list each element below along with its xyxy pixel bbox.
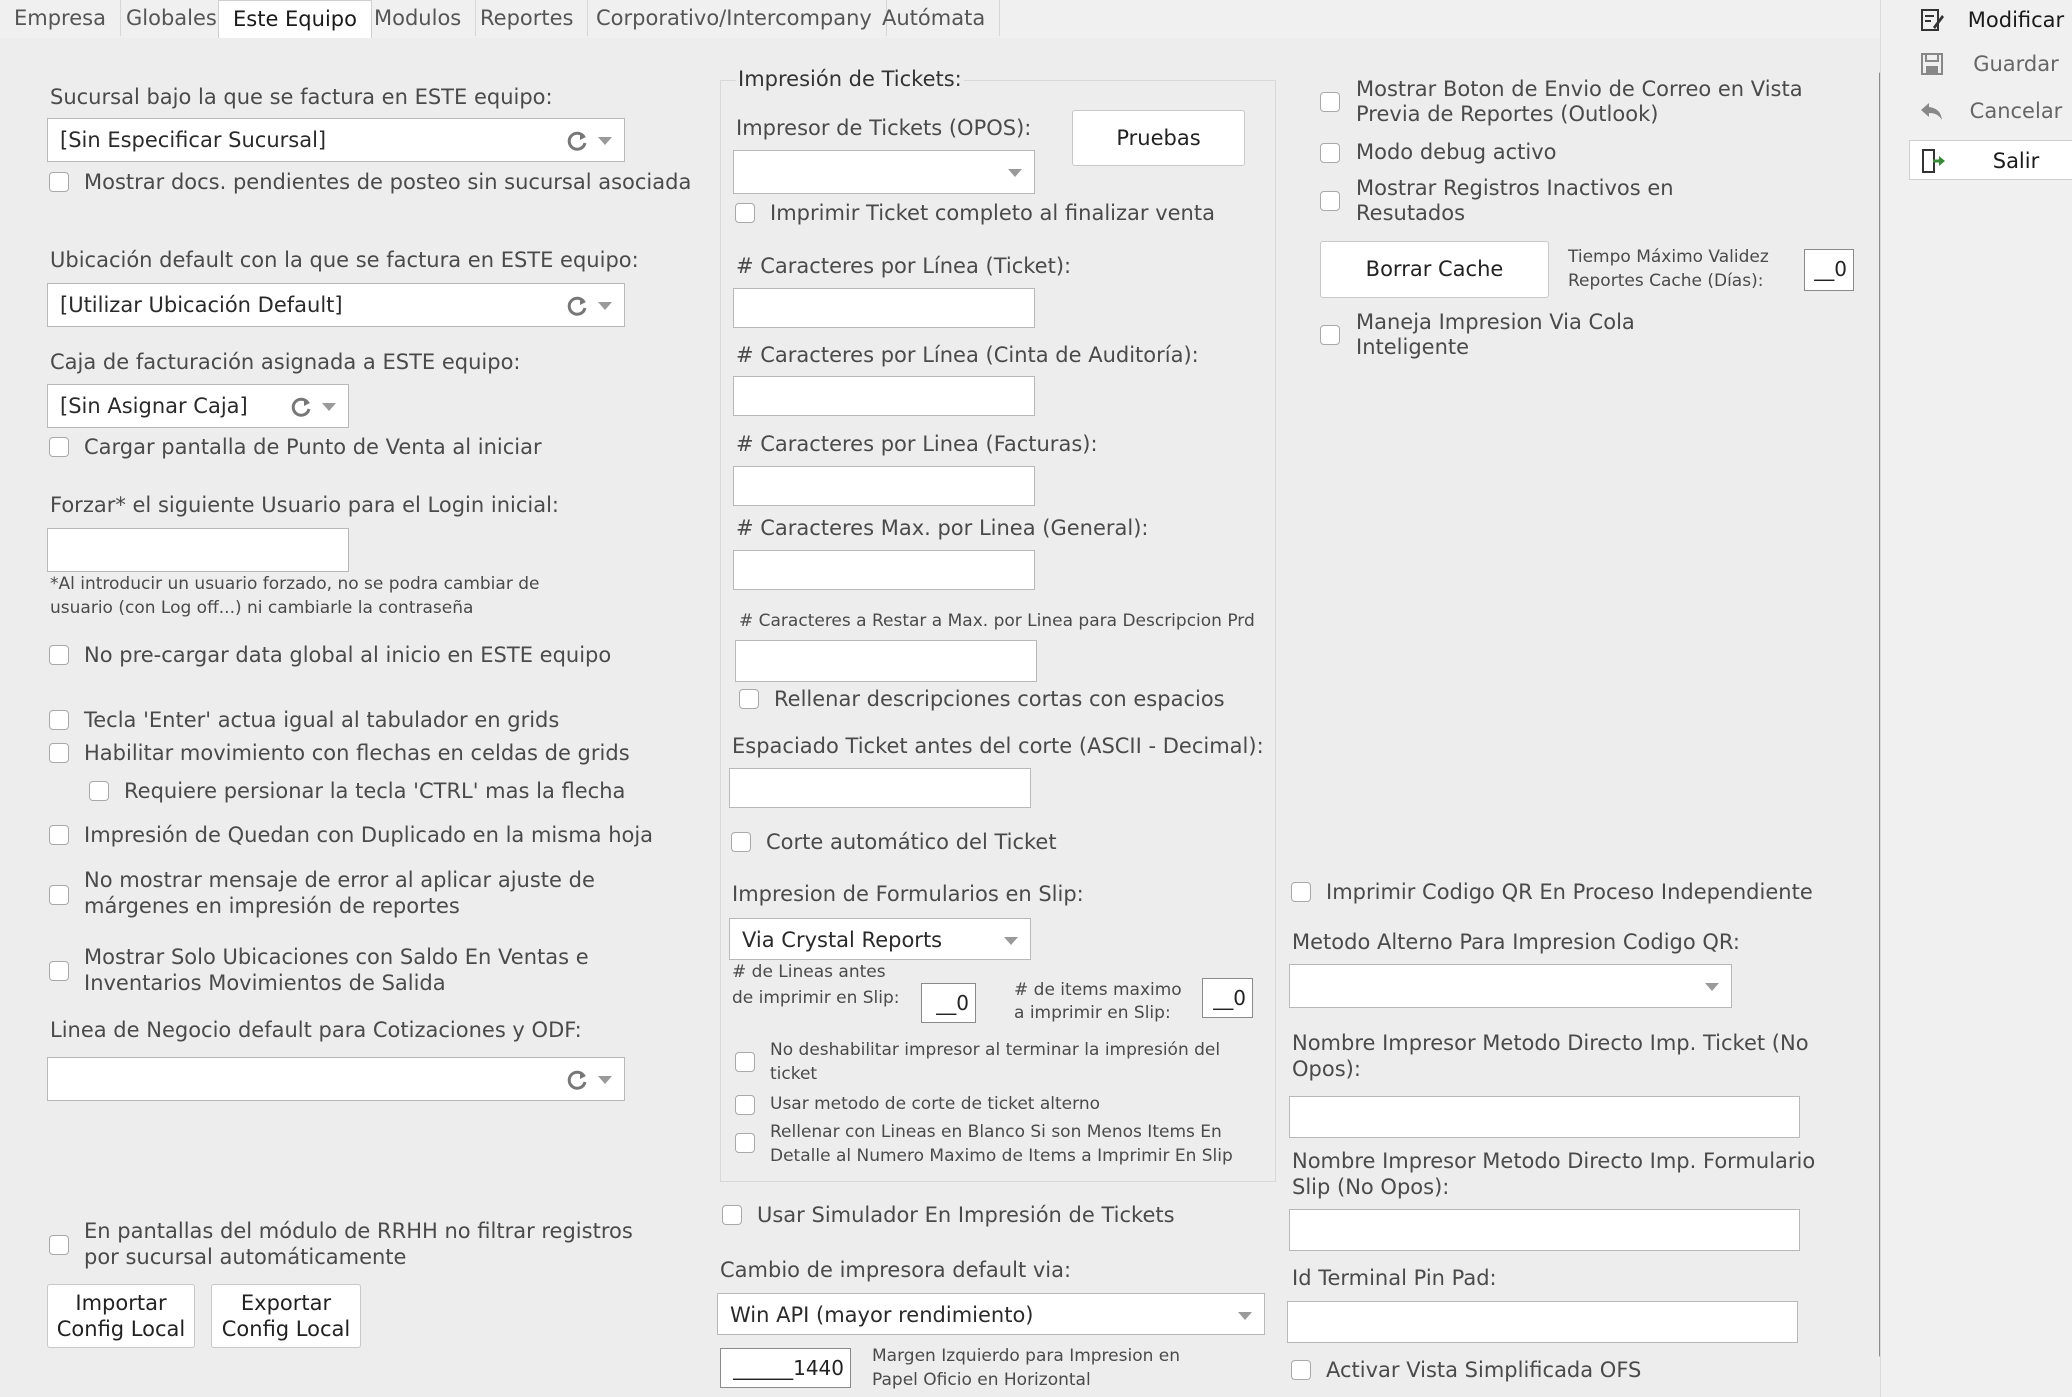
tecla-enter-label: Tecla 'Enter' actua igual al tabulador en grids xyxy=(84,708,560,732)
usar-simulador-checkbox[interactable] xyxy=(722,1205,742,1225)
forzar-usuario-input[interactable] xyxy=(47,528,349,572)
slip-select[interactable] xyxy=(729,918,1031,960)
cancelar-label: Cancelar xyxy=(1969,99,2063,123)
linea-negocio-select[interactable] xyxy=(47,1057,625,1101)
mostrar-boton-correo-checkbox[interactable] xyxy=(1320,92,1340,112)
tiempo-cache-input[interactable]: __0 xyxy=(1804,249,1854,291)
car-ticket-input[interactable] xyxy=(733,288,1035,328)
modificar-label: Modificar xyxy=(1967,8,2065,32)
rrhh-label-2: por sucursal automáticamente xyxy=(84,1245,407,1269)
exit-icon xyxy=(1920,148,1946,174)
salir-label: Salir xyxy=(1992,149,2040,173)
mostrar-inactivos-checkbox[interactable] xyxy=(1320,191,1340,211)
espaciado-label: Espaciado Ticket antes del corte (ASCII - Decimal): xyxy=(732,734,1264,758)
slip-label: Impresion de Formularios en Slip: xyxy=(732,882,1084,906)
borrar-cache-button[interactable] xyxy=(1320,241,1549,298)
guardar-button[interactable] xyxy=(1909,44,2072,84)
refresh-icon[interactable] xyxy=(564,293,590,319)
habilitar-flechas-label: Habilitar movimiento con flechas en celdas de grids xyxy=(84,741,630,765)
mostrar-ubicaciones-checkbox[interactable] xyxy=(49,961,69,981)
activar-ofs-checkbox[interactable] xyxy=(1291,1360,1311,1380)
tiempo-label-2: Reportes Cache (Días): xyxy=(1568,271,1764,291)
chevron-down-icon[interactable] xyxy=(1008,169,1022,177)
tab-label: Globales xyxy=(126,6,217,30)
corte-auto-label: Corte automático del Ticket xyxy=(766,830,1057,854)
tab-corporativo[interactable] xyxy=(582,0,887,36)
qr-independiente-label: Imprimir Codigo QR En Proceso Independiente xyxy=(1326,880,1813,904)
nombre-ticket-label-1: Nombre Impresor Metodo Directo Imp. Ticket (No xyxy=(1292,1031,1809,1055)
slip-value: Via Crystal Reports xyxy=(742,928,943,952)
chevron-down-icon[interactable] xyxy=(598,1076,612,1084)
items-max-input[interactable]: __0 xyxy=(1202,978,1253,1018)
mostrar-inactivos-label-2: Resutados xyxy=(1356,201,1466,225)
rrhh-label-1: En pantallas del módulo de RRHH no filtrar registros xyxy=(84,1219,633,1243)
modo-debug-checkbox[interactable] xyxy=(1320,143,1340,163)
no-deshabilitar-label-2: ticket xyxy=(770,1064,818,1084)
mostrar-boton-label-1: Mostrar Boton de Envio de Correo en Vista xyxy=(1356,77,1803,101)
sucursal-value: [Sin Especificar Sucursal] xyxy=(60,128,327,152)
nombre-ticket-label-2: Opos): xyxy=(1292,1057,1361,1081)
usar-corte-checkbox[interactable] xyxy=(735,1095,755,1115)
ubicacion-select[interactable] xyxy=(47,283,625,327)
qr-independiente-checkbox[interactable] xyxy=(1291,882,1311,902)
rellenar-lineas-checkbox[interactable] xyxy=(735,1133,755,1153)
mostrar-docs-checkbox[interactable] xyxy=(49,172,69,192)
requiere-ctrl-checkbox[interactable] xyxy=(89,781,109,801)
corte-auto-checkbox[interactable] xyxy=(731,832,751,852)
rellenar-desc-checkbox[interactable] xyxy=(739,689,759,709)
action-toolbar xyxy=(1880,0,2072,1397)
items-max-label-2: a imprimir en Slip: xyxy=(1014,1003,1171,1023)
exportar-config-button[interactable] xyxy=(211,1284,361,1348)
tab-label: Reportes xyxy=(480,6,574,30)
espaciado-input[interactable] xyxy=(729,768,1031,808)
refresh-icon[interactable] xyxy=(288,394,314,420)
rellenar-lineas-label-2: Detalle al Numero Maximo de Items a Imprimir En Slip xyxy=(770,1146,1233,1166)
importar-config-button[interactable] xyxy=(47,1284,195,1348)
maneja-cola-label-2: Inteligente xyxy=(1356,335,1470,359)
refresh-icon[interactable] xyxy=(564,128,590,154)
maneja-cola-checkbox[interactable] xyxy=(1320,325,1340,345)
usar-simulador-label: Usar Simulador En Impresión de Tickets xyxy=(757,1203,1175,1227)
forzar-note-2: usuario (con Log off...) ni cambiarle la contraseña xyxy=(50,598,474,618)
car-facturas-label: # Caracteres por Linea (Facturas): xyxy=(736,432,1098,456)
margen-label-1: Margen Izquierdo para Impresion en xyxy=(872,1346,1181,1366)
forzar-note-1: *Al introducir un usuario forzado, no se podra cambiar de xyxy=(50,574,540,594)
importar-label-1: Importar xyxy=(75,1291,167,1315)
tab-reportes[interactable] xyxy=(466,0,588,36)
chevron-down-icon[interactable] xyxy=(322,403,336,411)
tab-empresa[interactable] xyxy=(0,0,121,36)
tab-label: Este Equipo xyxy=(233,7,357,31)
importar-label-2: Config Local xyxy=(56,1317,186,1341)
nombre-ticket-input[interactable] xyxy=(1289,1096,1800,1138)
nombre-slip-label-1: Nombre Impresor Metodo Directo Imp. Formulario xyxy=(1292,1149,1816,1173)
exportar-label-2: Config Local xyxy=(221,1317,351,1341)
chevron-down-icon[interactable] xyxy=(1705,983,1719,991)
tab-label: Modulos xyxy=(374,6,462,30)
mostrar-ubicaciones-label-2: Inventarios Movimientos de Salida xyxy=(84,971,446,995)
car-restar-label: # Caracteres a Restar a Max. por Linea para Descripcion Prd xyxy=(739,611,1255,631)
impresion-quedan-checkbox[interactable] xyxy=(49,825,69,845)
tab-este-equipo[interactable] xyxy=(218,0,372,39)
imprimir-completo-checkbox[interactable] xyxy=(735,203,755,223)
cambio-impresora-select[interactable] xyxy=(717,1293,1265,1335)
group-title: Impresión de Tickets: xyxy=(738,67,962,91)
sucursal-select[interactable] xyxy=(47,118,625,162)
tab-modulos[interactable] xyxy=(360,0,476,36)
car-restar-input[interactable] xyxy=(735,640,1037,682)
tab-globales[interactable] xyxy=(112,0,232,36)
cargar-pv-label: Cargar pantalla de Punto de Venta al iniciar xyxy=(84,435,542,459)
car-cinta-input[interactable] xyxy=(733,376,1035,416)
caja-select[interactable] xyxy=(47,384,349,428)
no-mostrar-error-label-2: márgenes en impresión de reportes xyxy=(84,894,460,918)
save-icon xyxy=(1919,51,1945,77)
tab-bar xyxy=(0,0,1880,38)
metodo-qr-select[interactable] xyxy=(1289,964,1732,1008)
impresion-tickets-group xyxy=(720,80,1276,1182)
car-ticket-label: # Caracteres por Línea (Ticket): xyxy=(736,254,1072,278)
chevron-down-icon[interactable] xyxy=(1004,937,1018,945)
car-max-label: # Caracteres Max. por Linea (General): xyxy=(736,516,1149,540)
pruebas-button[interactable] xyxy=(1072,110,1245,166)
margen-label-2: Papel Oficio en Horizontal xyxy=(872,1370,1091,1390)
activar-ofs-label: Activar Vista Simplificada OFS xyxy=(1326,1358,1642,1382)
chevron-down-icon[interactable] xyxy=(1238,1312,1252,1320)
no-deshabilitar-label-1: No deshabilitar impresor al terminar la impresión del xyxy=(770,1040,1221,1060)
linea-negocio-label: Linea de Negocio default para Cotizaciones y ODF: xyxy=(50,1018,582,1042)
impresor-tickets-select[interactable] xyxy=(733,150,1035,194)
cancelar-button[interactable] xyxy=(1909,91,2072,131)
borrar-cache-label: Borrar Cache xyxy=(1365,257,1504,281)
items-max-label-1: # de items maximo xyxy=(1014,980,1182,1000)
cargar-pv-checkbox[interactable] xyxy=(49,437,69,457)
tab-label: Corporativo/Intercompany xyxy=(596,6,872,30)
caja-label: Caja de facturación asignada a ESTE equipo: xyxy=(50,350,521,374)
no-deshabilitar-checkbox[interactable] xyxy=(735,1052,755,1072)
usar-corte-label: Usar metodo de corte de ticket alterno xyxy=(770,1094,1100,1114)
tab-label: Empresa xyxy=(14,6,106,30)
modo-debug-label: Modo debug activo xyxy=(1356,140,1557,164)
imprimir-completo-label: Imprimir Ticket completo al finalizar venta xyxy=(770,201,1215,225)
ubicacion-value: [Utilizar Ubicación Default] xyxy=(60,293,343,317)
mostrar-boton-label-2: Previa de Reportes (Outlook) xyxy=(1356,102,1659,126)
habilitar-flechas-checkbox[interactable] xyxy=(49,743,69,763)
impresor-label: Impresor de Tickets (OPOS): xyxy=(736,116,1032,140)
salir-button[interactable] xyxy=(1909,140,2072,180)
margen-izquierdo-input[interactable]: ______1440 xyxy=(720,1348,851,1388)
cambio-impresora-label: Cambio de impresora default via: xyxy=(720,1258,1072,1282)
car-max-input[interactable] xyxy=(733,550,1035,590)
sucursal-label: Sucursal bajo la que se factura en ESTE equipo: xyxy=(50,85,553,109)
impresion-quedan-label: Impresión de Quedan con Duplicado en la misma hoja xyxy=(84,823,654,847)
ubicacion-label: Ubicación default con la que se factura en ESTE equipo: xyxy=(50,248,639,272)
tiempo-label-1: Tiempo Máximo Validez xyxy=(1568,247,1769,267)
lineas-antes-label-2: de imprimir en Slip: xyxy=(732,988,900,1008)
guardar-label: Guardar xyxy=(1973,52,2059,76)
rellenar-desc-label: Rellenar descripciones cortas con espacios xyxy=(774,687,1225,711)
rellenar-lineas-label-1: Rellenar con Lineas en Blanco Si son Menos Items En xyxy=(770,1122,1222,1142)
id-pinpad-input[interactable] xyxy=(1287,1301,1798,1343)
metodo-qr-label: Metodo Alterno Para Impresion Codigo QR: xyxy=(1292,930,1740,954)
undo-icon xyxy=(1919,98,1945,124)
edit-icon xyxy=(1919,7,1945,33)
cambio-impresora-value: Win API (mayor rendimiento) xyxy=(730,1303,1034,1327)
exportar-label-1: Exportar xyxy=(240,1291,332,1315)
car-cinta-label: # Caracteres por Línea (Cinta de Auditoría): xyxy=(736,343,1199,367)
mostrar-ubicaciones-label-1: Mostrar Solo Ubicaciones con Saldo En Ventas e xyxy=(84,945,589,969)
mostrar-inactivos-label-1: Mostrar Registros Inactivos en xyxy=(1356,176,1674,200)
caja-value: [Sin Asignar Caja] xyxy=(60,394,248,418)
no-precargar-label: No pre-cargar data global al inicio en ESTE equipo xyxy=(84,643,612,667)
maneja-cola-label-1: Maneja Impresion Via Cola xyxy=(1356,310,1635,334)
tab-label: Autómata xyxy=(882,6,986,30)
mostrar-docs-label: Mostrar docs. pendientes de posteo sin sucursal asociada xyxy=(84,170,692,194)
no-precargar-checkbox[interactable] xyxy=(49,645,69,665)
modificar-button[interactable] xyxy=(1909,0,2072,40)
nombre-slip-label-2: Slip (No Opos): xyxy=(1292,1175,1450,1199)
chevron-down-icon[interactable] xyxy=(598,137,612,145)
chevron-down-icon[interactable] xyxy=(598,302,612,310)
tecla-enter-checkbox[interactable] xyxy=(49,710,69,730)
rrhh-checkbox[interactable] xyxy=(49,1235,69,1255)
no-mostrar-error-checkbox[interactable] xyxy=(49,885,69,905)
no-mostrar-error-label-1: No mostrar mensaje de error al aplicar ajuste de xyxy=(84,868,595,892)
car-facturas-input[interactable] xyxy=(733,466,1035,506)
refresh-icon[interactable] xyxy=(564,1067,590,1093)
id-pinpad-label: Id Terminal Pin Pad: xyxy=(1292,1266,1497,1290)
lineas-antes-label-1: # de Lineas antes xyxy=(732,962,886,982)
nombre-slip-input[interactable] xyxy=(1289,1209,1800,1251)
tab-automata[interactable] xyxy=(868,0,1000,36)
lineas-antes-input[interactable]: __0 xyxy=(921,983,976,1023)
requiere-ctrl-label: Requiere persionar la tecla 'CTRL' mas la flecha xyxy=(124,779,626,803)
pruebas-label: Pruebas xyxy=(1116,126,1201,150)
forzar-label: Forzar* el siguiente Usuario para el Login inicial: xyxy=(50,493,560,517)
